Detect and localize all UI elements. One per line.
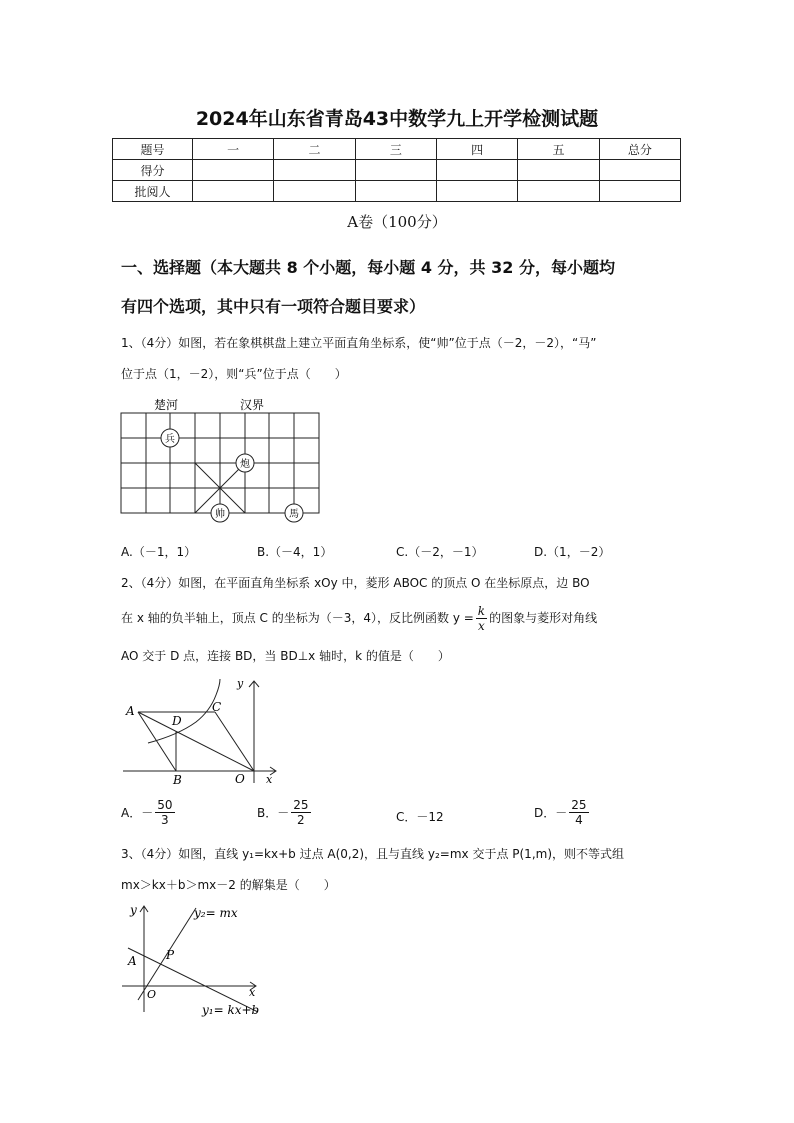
- q1-option-b: B.（－4，1）: [257, 545, 333, 559]
- part1-heading-line1: 一、选择题（本大题共 8 个小题，每小题 4 分，共 32 分，每小题均: [121, 258, 615, 277]
- section-a-title: A卷（100分）: [347, 213, 447, 231]
- q1-option-c: C.（－2，－1）: [396, 545, 484, 559]
- q1-option-d: D.（1，－2）: [534, 545, 611, 559]
- fig3-label-x: x: [249, 986, 256, 999]
- fig3-label-y2: y₂= mx: [194, 906, 238, 920]
- svg-text:帅: 帅: [215, 509, 225, 520]
- svg-text:兵: 兵: [165, 434, 175, 445]
- lines-figure: [118, 900, 278, 1022]
- q3-line1: 3、（4分）如图，直线 y₁=kx+b 过点 A(0,2)，且与直线 y₂=mx 交于点 P(1,m)，则不等式组: [121, 847, 625, 861]
- q1-line2: 位于点（1，－2），则“兵”位于点（ ）: [121, 367, 347, 381]
- fig3-label-a: A: [128, 954, 137, 968]
- q1-option-a: A.（－1，1）: [121, 545, 197, 559]
- fig3-label-p: P: [166, 948, 175, 962]
- score-row-label: 批阅人: [113, 181, 193, 202]
- board-label-hanjie: 汉界: [240, 398, 265, 412]
- score-table-header-row: [113, 139, 681, 160]
- score-header-cell: 题号: [113, 139, 193, 160]
- fig2-label-d: D: [172, 714, 182, 728]
- score-table-row: [113, 181, 681, 202]
- score-header-cell: 三: [355, 139, 436, 160]
- fig3-label-y: y: [130, 903, 137, 917]
- q2-option-a: A．－ $\frac{50}{3}$: [121, 798, 173, 827]
- score-table-row: [113, 160, 681, 181]
- q2-option-c: C．－12: [396, 810, 444, 824]
- fig3-label-o: O: [147, 988, 157, 1001]
- piece-shuai: [211, 504, 229, 522]
- q3-line2: mx＞kx＋b＞mx－2 的解集是（ ）: [121, 878, 336, 892]
- piece-pao: [236, 454, 254, 472]
- score-header-cell: 二: [274, 139, 355, 160]
- q2-fraction: [476, 604, 487, 633]
- fig2-label-a: A: [126, 704, 135, 718]
- piece-ma: [285, 504, 303, 522]
- q1-line1: 1、（4分）如图，若在象棋棋盘上建立平面直角坐标系，使“帅”位于点（－2，－2），“马”: [121, 336, 597, 350]
- q2-option-b: B．－ $\frac{25}{2}$: [257, 798, 309, 827]
- q2-line2-text-b: 的图象与菱形对角线: [489, 611, 598, 625]
- fig2-label-b: B: [173, 773, 182, 787]
- board-label-chuhe: 楚河: [154, 398, 179, 412]
- score-header-cell: 五: [518, 139, 599, 160]
- fig3-label-y1: y₁= kx+b: [202, 1003, 260, 1017]
- chess-board-figure: [112, 392, 332, 527]
- q2-fraction-denominator: x: [478, 618, 485, 633]
- fig2-label-o: O: [235, 772, 245, 786]
- q2-line2: [121, 600, 676, 636]
- q2-fraction-numerator: k: [477, 603, 486, 618]
- q2-line2-text-a: 在 x 轴的负半轴上，顶点 C 的坐标为（－3，4），反比例函数 y =: [121, 611, 474, 625]
- score-table: [112, 138, 681, 202]
- score-header-cell: 总分: [599, 139, 680, 160]
- rhombus-figure: [118, 675, 283, 787]
- part1-heading-line2: 有四个选项，其中只有一项符合题目要求）: [121, 297, 426, 316]
- score-row-label: 得分: [113, 160, 193, 181]
- q2-option-d: D．－ $\frac{25}{4}$: [534, 798, 587, 827]
- fig2-label-x: x: [266, 773, 273, 786]
- svg-text:炮: 炮: [240, 459, 250, 470]
- q2-line1: 2、（4分）如图，在平面直角坐标系 xOy 中，菱形 ABOC 的顶点 O 在坐标原点，边 BO: [121, 576, 590, 590]
- piece-bing: [161, 429, 179, 447]
- page-title: 2024年山东省青岛43中数学九上开学检测试题: [195, 108, 599, 130]
- q2-line3: AO 交于 D 点，连接 BD，当 BD⊥x 轴时，k 的值是（ ）: [121, 649, 450, 663]
- fig2-label-c: C: [212, 700, 222, 714]
- fig2-label-y: y: [237, 677, 244, 690]
- score-header-cell: 四: [436, 139, 517, 160]
- svg-text:馬: 馬: [289, 509, 299, 520]
- score-header-cell: 一: [193, 139, 274, 160]
